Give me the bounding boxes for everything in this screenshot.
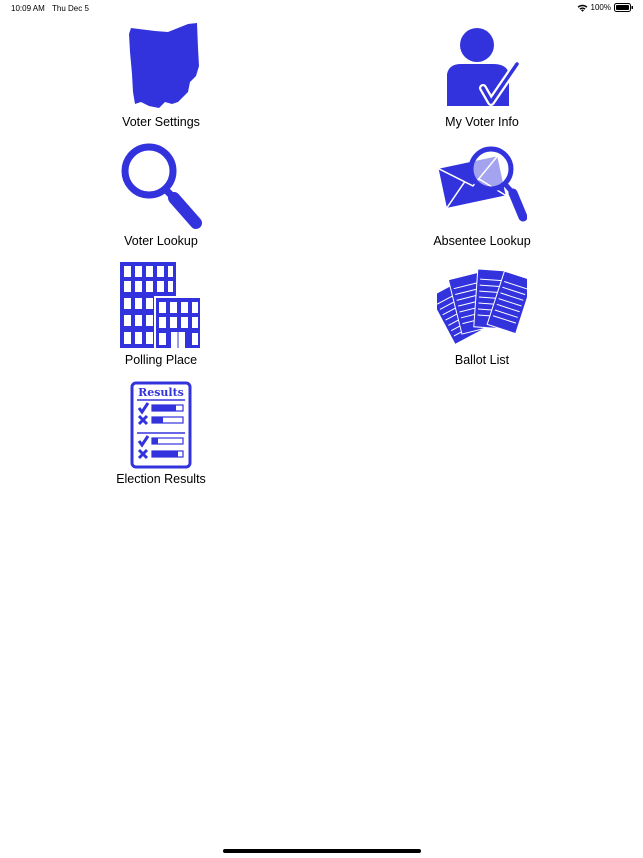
- ballot-list-label: Ballot List: [454, 353, 510, 367]
- envelope-search-icon: [437, 141, 527, 231]
- voter-lookup-label: Voter Lookup: [124, 234, 198, 248]
- voter-settings-button[interactable]: [61, 22, 261, 132]
- my-voter-info-button[interactable]: [382, 22, 582, 132]
- status-bar: [0, 0, 643, 16]
- battery-icon: [614, 3, 634, 12]
- buildings-icon: [116, 260, 206, 350]
- magnifier-icon: [116, 141, 206, 231]
- absentee-lookup-label: Absentee Lookup: [433, 234, 531, 248]
- results-sheet-icon: [116, 379, 206, 469]
- voter-lookup-button[interactable]: [61, 141, 261, 251]
- election-results-label: Election Results: [116, 472, 206, 486]
- status-right: [577, 3, 634, 12]
- my-voter-info-label: My Voter Info: [445, 115, 519, 129]
- polling-place-label: Polling Place: [124, 353, 198, 367]
- polling-place-button[interactable]: [61, 260, 261, 370]
- home-indicator[interactable]: [223, 849, 421, 853]
- ballot-list-button[interactable]: [382, 260, 582, 370]
- results-sheet-title: Results: [138, 386, 184, 399]
- election-results-button[interactable]: [61, 379, 261, 489]
- ballots-icon: [437, 260, 527, 350]
- status-time: 10:09 AM: [11, 4, 45, 13]
- battery-percent: 100%: [590, 3, 611, 12]
- voter-settings-label: Voter Settings: [122, 115, 200, 129]
- wifi-icon: [577, 4, 588, 12]
- status-date: Thu Dec 5: [52, 4, 89, 13]
- absentee-lookup-button[interactable]: [382, 141, 582, 251]
- voter-check-icon: [437, 22, 527, 112]
- ohio-map-icon: [116, 22, 206, 112]
